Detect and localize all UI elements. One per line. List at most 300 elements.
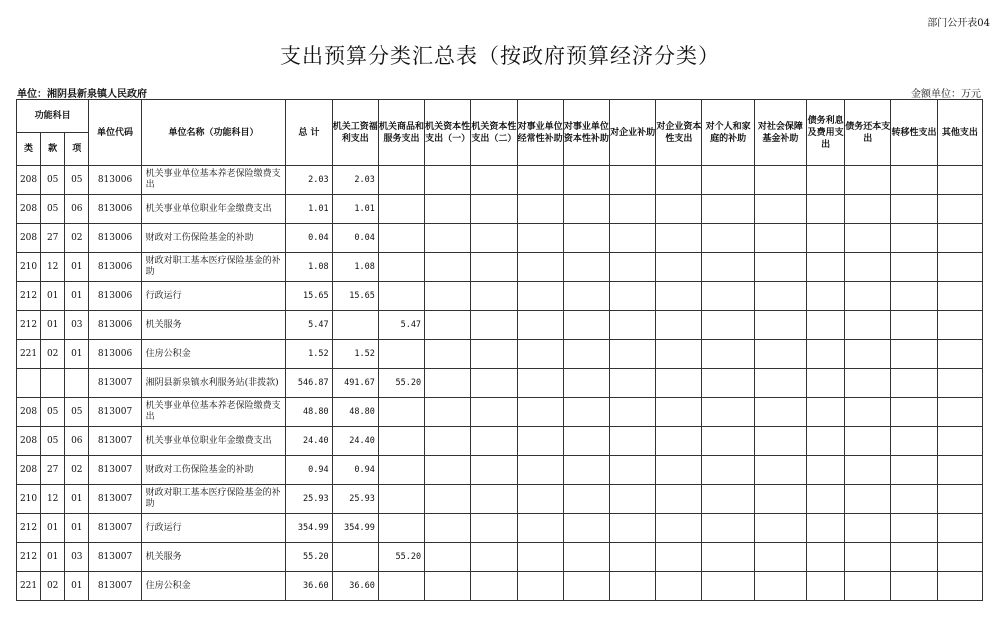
unit-code-cell: 813006 xyxy=(89,311,141,340)
empty-cell xyxy=(610,543,656,572)
unit-code-cell: 813006 xyxy=(89,340,141,369)
empty-cell xyxy=(610,340,656,369)
empty-cell xyxy=(807,369,845,398)
lei-cell: 212 xyxy=(17,311,41,340)
unit-code-cell: 813007 xyxy=(89,398,141,427)
kuan-cell: 05 xyxy=(41,427,65,456)
empty-cell xyxy=(610,398,656,427)
empty-cell xyxy=(702,485,754,514)
empty-cell xyxy=(471,572,517,601)
empty-cell xyxy=(937,543,982,572)
unit-code-cell: 813007 xyxy=(89,514,141,543)
empty-cell xyxy=(656,253,702,282)
empty-cell xyxy=(807,311,845,340)
empty-cell xyxy=(807,514,845,543)
empty-cell xyxy=(754,572,806,601)
empty-cell xyxy=(891,224,937,253)
unit-code-cell: 813006 xyxy=(89,166,141,195)
empty-cell xyxy=(610,282,656,311)
goods-cell xyxy=(378,485,424,514)
kuan-cell: 01 xyxy=(41,282,65,311)
empty-cell xyxy=(471,166,517,195)
total-cell: 354.99 xyxy=(286,514,332,543)
empty-cell xyxy=(471,427,517,456)
empty-cell xyxy=(563,398,609,427)
empty-cell xyxy=(807,427,845,456)
empty-cell xyxy=(610,195,656,224)
empty-cell xyxy=(937,514,982,543)
kuan-cell: 02 xyxy=(41,572,65,601)
unit-name-cell: 住房公积金 xyxy=(141,340,286,369)
empty-cell xyxy=(471,311,517,340)
unit-code-cell: 813007 xyxy=(89,456,141,485)
wages-cell xyxy=(332,543,378,572)
form-id: 部门公开表04 xyxy=(927,18,990,29)
empty-cell xyxy=(563,543,609,572)
wages-cell: 36.60 xyxy=(332,572,378,601)
empty-cell xyxy=(517,224,563,253)
empty-cell xyxy=(807,282,845,311)
empty-cell xyxy=(891,282,937,311)
empty-cell xyxy=(517,514,563,543)
empty-cell xyxy=(754,485,806,514)
xiang-cell: 01 xyxy=(65,485,89,514)
empty-cell xyxy=(845,253,891,282)
empty-cell xyxy=(517,543,563,572)
unit-code-cell: 813007 xyxy=(89,485,141,514)
empty-cell xyxy=(425,166,471,195)
empty-cell xyxy=(656,514,702,543)
empty-cell xyxy=(891,253,937,282)
empty-cell xyxy=(425,195,471,224)
empty-cell xyxy=(425,282,471,311)
empty-cell xyxy=(563,166,609,195)
xiang-cell: 03 xyxy=(65,311,89,340)
empty-cell xyxy=(891,166,937,195)
unit-name-cell: 财政对职工基本医疗保险基金的补助 xyxy=(141,485,286,514)
empty-cell xyxy=(517,369,563,398)
empty-cell xyxy=(937,427,982,456)
econ-header: 债务还本支出 xyxy=(845,100,891,166)
kuan-cell: 27 xyxy=(41,456,65,485)
lei-cell: 208 xyxy=(17,195,41,224)
empty-cell xyxy=(754,398,806,427)
econ-header: 机关商品和服务支出 xyxy=(378,100,424,166)
empty-cell xyxy=(517,485,563,514)
empty-cell xyxy=(471,282,517,311)
empty-cell xyxy=(891,311,937,340)
econ-header: 对社会保障基金补助 xyxy=(754,100,806,166)
empty-cell xyxy=(425,340,471,369)
table-row xyxy=(17,340,983,369)
empty-cell xyxy=(563,369,609,398)
empty-cell xyxy=(891,427,937,456)
wages-cell: 24.40 xyxy=(332,427,378,456)
empty-cell xyxy=(702,166,754,195)
unit-name-cell: 机关事业单位基本养老保险缴费支出 xyxy=(141,166,286,195)
empty-cell xyxy=(656,572,702,601)
empty-cell xyxy=(937,398,982,427)
empty-cell xyxy=(517,166,563,195)
kuan-cell xyxy=(41,369,65,398)
xiang-cell: 05 xyxy=(65,398,89,427)
econ-header: 对企业补助 xyxy=(610,100,656,166)
table-row xyxy=(17,369,983,398)
empty-cell xyxy=(517,572,563,601)
lei-cell: 221 xyxy=(17,572,41,601)
empty-cell xyxy=(517,253,563,282)
empty-cell xyxy=(656,282,702,311)
empty-cell xyxy=(807,456,845,485)
empty-cell xyxy=(845,166,891,195)
empty-cell xyxy=(845,427,891,456)
xiang-cell: 01 xyxy=(65,572,89,601)
empty-cell xyxy=(937,485,982,514)
empty-cell xyxy=(471,195,517,224)
empty-cell xyxy=(425,572,471,601)
empty-cell xyxy=(517,427,563,456)
unit-code-cell: 813007 xyxy=(89,427,141,456)
unit-name-cell: 住房公积金 xyxy=(141,572,286,601)
empty-cell xyxy=(702,311,754,340)
xiang-cell: 01 xyxy=(65,253,89,282)
empty-cell xyxy=(845,456,891,485)
goods-cell xyxy=(378,398,424,427)
goods-cell xyxy=(378,253,424,282)
empty-cell xyxy=(425,311,471,340)
empty-cell xyxy=(563,456,609,485)
empty-cell xyxy=(656,340,702,369)
goods-cell xyxy=(378,514,424,543)
econ-header: 对事业单位经常性补助 xyxy=(517,100,563,166)
empty-cell xyxy=(471,224,517,253)
total-cell: 55.20 xyxy=(286,543,332,572)
empty-cell xyxy=(517,456,563,485)
goods-cell: 5.47 xyxy=(378,311,424,340)
kuan-cell: 05 xyxy=(41,398,65,427)
empty-cell xyxy=(702,572,754,601)
xiang-cell: 03 xyxy=(65,543,89,572)
xiang-cell: 05 xyxy=(65,166,89,195)
wages-cell: 48.80 xyxy=(332,398,378,427)
xiang-cell: 01 xyxy=(65,514,89,543)
total-cell: 0.94 xyxy=(286,456,332,485)
empty-cell xyxy=(937,369,982,398)
empty-cell xyxy=(471,543,517,572)
empty-cell xyxy=(702,282,754,311)
empty-cell xyxy=(610,572,656,601)
empty-cell xyxy=(610,166,656,195)
total-cell: 1.01 xyxy=(286,195,332,224)
goods-cell xyxy=(378,572,424,601)
wages-cell: 1.08 xyxy=(332,253,378,282)
empty-cell xyxy=(563,311,609,340)
lei-cell: 210 xyxy=(17,485,41,514)
empty-cell xyxy=(845,282,891,311)
total-cell: 0.04 xyxy=(286,224,332,253)
empty-cell xyxy=(754,282,806,311)
unit-name-cell: 财政对工伤保险基金的补助 xyxy=(141,224,286,253)
page-title: 支出预算分类汇总表（按政府预算经济分类） xyxy=(280,44,720,68)
goods-cell: 55.20 xyxy=(378,543,424,572)
wages-cell: 491.67 xyxy=(332,369,378,398)
empty-cell xyxy=(563,572,609,601)
empty-cell xyxy=(702,369,754,398)
empty-cell xyxy=(425,427,471,456)
empty-cell xyxy=(563,427,609,456)
empty-cell xyxy=(754,369,806,398)
xiang-cell: 06 xyxy=(65,427,89,456)
empty-cell xyxy=(656,369,702,398)
unit-code-cell: 813007 xyxy=(89,543,141,572)
empty-cell xyxy=(702,224,754,253)
empty-cell xyxy=(610,456,656,485)
wages-cell: 0.04 xyxy=(332,224,378,253)
empty-cell xyxy=(845,398,891,427)
empty-cell xyxy=(517,340,563,369)
empty-cell xyxy=(891,398,937,427)
wages-cell: 1.52 xyxy=(332,340,378,369)
total-header: 总 计 xyxy=(286,100,332,166)
empty-cell xyxy=(754,166,806,195)
empty-cell xyxy=(702,543,754,572)
empty-cell xyxy=(656,485,702,514)
empty-cell xyxy=(807,224,845,253)
table-row xyxy=(17,398,983,427)
wages-cell: 2.03 xyxy=(332,166,378,195)
empty-cell xyxy=(563,340,609,369)
xiang-cell: 02 xyxy=(65,456,89,485)
empty-cell xyxy=(891,456,937,485)
empty-cell xyxy=(425,224,471,253)
empty-cell xyxy=(656,224,702,253)
kuan-cell: 01 xyxy=(41,514,65,543)
unit-name-cell: 机关事业单位职业年金缴费支出 xyxy=(141,427,286,456)
unit-code-cell: 813006 xyxy=(89,282,141,311)
empty-cell xyxy=(891,572,937,601)
empty-cell xyxy=(807,166,845,195)
total-cell: 48.80 xyxy=(286,398,332,427)
empty-cell xyxy=(807,572,845,601)
kuan-cell: 05 xyxy=(41,195,65,224)
empty-cell xyxy=(845,572,891,601)
empty-cell xyxy=(471,369,517,398)
empty-cell xyxy=(845,485,891,514)
empty-cell xyxy=(425,369,471,398)
wages-cell: 0.94 xyxy=(332,456,378,485)
empty-cell xyxy=(563,282,609,311)
unit-name-cell: 机关服务 xyxy=(141,311,286,340)
wages-cell: 354.99 xyxy=(332,514,378,543)
lei-cell: 208 xyxy=(17,224,41,253)
empty-cell xyxy=(891,340,937,369)
empty-cell xyxy=(807,195,845,224)
kuan-cell: 27 xyxy=(41,224,65,253)
empty-cell xyxy=(425,514,471,543)
kuan-cell: 05 xyxy=(41,166,65,195)
xiang-cell: 01 xyxy=(65,340,89,369)
econ-header: 机关资本性支出（一） xyxy=(425,100,471,166)
kuan-cell: 12 xyxy=(41,485,65,514)
empty-cell xyxy=(891,195,937,224)
empty-cell xyxy=(471,398,517,427)
econ-header: 机关工资福利支出 xyxy=(332,100,378,166)
empty-cell xyxy=(656,398,702,427)
empty-cell xyxy=(425,543,471,572)
lei-cell: 210 xyxy=(17,253,41,282)
unit-code-cell: 813007 xyxy=(89,369,141,398)
econ-header: 机关资本性支出（二） xyxy=(471,100,517,166)
empty-cell xyxy=(471,340,517,369)
empty-cell xyxy=(937,572,982,601)
empty-cell xyxy=(471,485,517,514)
lei-cell: 212 xyxy=(17,543,41,572)
table-body xyxy=(17,166,983,601)
empty-cell xyxy=(517,195,563,224)
wages-cell xyxy=(332,311,378,340)
empty-cell xyxy=(425,485,471,514)
total-cell: 36.60 xyxy=(286,572,332,601)
unit-code-cell: 813006 xyxy=(89,224,141,253)
empty-cell xyxy=(807,340,845,369)
empty-cell xyxy=(845,543,891,572)
empty-cell xyxy=(845,340,891,369)
total-cell: 2.03 xyxy=(286,166,332,195)
unit-name-cell: 财政对工伤保险基金的补助 xyxy=(141,456,286,485)
unit-name-cell: 湘阴县新泉镇水利服务站(非拨款) xyxy=(141,369,286,398)
empty-cell xyxy=(563,514,609,543)
empty-cell xyxy=(471,456,517,485)
table-row xyxy=(17,253,983,282)
econ-header: 转移性支出 xyxy=(891,100,937,166)
table-row xyxy=(17,456,983,485)
xiang-cell: 01 xyxy=(65,282,89,311)
unit-code-cell: 813007 xyxy=(89,572,141,601)
total-cell: 25.93 xyxy=(286,485,332,514)
amount-unit-label: 金额单位：万元 xyxy=(911,89,981,100)
wages-cell: 25.93 xyxy=(332,485,378,514)
table-row xyxy=(17,195,983,224)
empty-cell xyxy=(610,514,656,543)
lei-cell: 208 xyxy=(17,166,41,195)
empty-cell xyxy=(702,253,754,282)
econ-header: 其他支出 xyxy=(937,100,982,166)
goods-cell xyxy=(378,340,424,369)
lei-cell xyxy=(17,369,41,398)
unit-name-cell: 财政对职工基本医疗保险基金的补助 xyxy=(141,253,286,282)
total-cell: 24.40 xyxy=(286,427,332,456)
unit-name-cell: 机关服务 xyxy=(141,543,286,572)
empty-cell xyxy=(702,340,754,369)
table-row xyxy=(17,166,983,195)
empty-cell xyxy=(754,456,806,485)
total-cell: 15.65 xyxy=(286,282,332,311)
unit-name-cell: 行政运行 xyxy=(141,514,286,543)
empty-cell xyxy=(517,398,563,427)
empty-cell xyxy=(937,253,982,282)
goods-cell xyxy=(378,195,424,224)
table-row xyxy=(17,427,983,456)
lei-cell: 208 xyxy=(17,456,41,485)
empty-cell xyxy=(754,340,806,369)
empty-cell xyxy=(891,485,937,514)
empty-cell xyxy=(702,514,754,543)
budget-table xyxy=(16,99,983,601)
empty-cell xyxy=(610,253,656,282)
table-row xyxy=(17,311,983,340)
empty-cell xyxy=(845,369,891,398)
lei-cell: 221 xyxy=(17,340,41,369)
empty-cell xyxy=(891,369,937,398)
econ-header: 债务利息及费用支出 xyxy=(807,100,845,166)
table-row xyxy=(17,572,983,601)
goods-cell xyxy=(378,427,424,456)
table-row xyxy=(17,485,983,514)
kuan-cell: 01 xyxy=(41,543,65,572)
empty-cell xyxy=(754,253,806,282)
empty-cell xyxy=(610,485,656,514)
empty-cell xyxy=(563,485,609,514)
empty-cell xyxy=(754,543,806,572)
empty-cell xyxy=(563,224,609,253)
unit-name-cell: 机关事业单位基本养老保险缴费支出 xyxy=(141,398,286,427)
econ-header: 对事业单位资本性补助 xyxy=(563,100,609,166)
empty-cell xyxy=(471,253,517,282)
empty-cell xyxy=(610,224,656,253)
empty-cell xyxy=(937,195,982,224)
total-cell: 5.47 xyxy=(286,311,332,340)
unit-name-cell: 机关事业单位职业年金缴费支出 xyxy=(141,195,286,224)
empty-cell xyxy=(937,340,982,369)
table-row xyxy=(17,224,983,253)
total-cell: 1.52 xyxy=(286,340,332,369)
empty-cell xyxy=(702,398,754,427)
table-row xyxy=(17,282,983,311)
empty-cell xyxy=(656,456,702,485)
empty-cell xyxy=(610,311,656,340)
empty-cell xyxy=(845,195,891,224)
empty-cell xyxy=(563,195,609,224)
empty-cell xyxy=(754,224,806,253)
empty-cell xyxy=(754,427,806,456)
empty-cell xyxy=(807,398,845,427)
empty-cell xyxy=(702,456,754,485)
table-row xyxy=(17,543,983,572)
xiang-header: 项 xyxy=(65,133,89,166)
table-row xyxy=(17,514,983,543)
empty-cell xyxy=(425,253,471,282)
empty-cell xyxy=(807,543,845,572)
empty-cell xyxy=(937,456,982,485)
table-header xyxy=(17,100,983,166)
lei-cell: 208 xyxy=(17,427,41,456)
goods-cell: 55.20 xyxy=(378,369,424,398)
unit-label: 单位：湘阴县新泉镇人民政府 xyxy=(17,89,147,100)
function-subject-header: 功能科目 xyxy=(17,100,89,133)
empty-cell xyxy=(937,166,982,195)
goods-cell xyxy=(378,224,424,253)
empty-cell xyxy=(754,514,806,543)
goods-cell xyxy=(378,166,424,195)
goods-cell xyxy=(378,282,424,311)
empty-cell xyxy=(425,398,471,427)
empty-cell xyxy=(702,195,754,224)
econ-header: 对企业资本性支出 xyxy=(656,100,702,166)
lei-cell: 208 xyxy=(17,398,41,427)
unit-code-cell: 813006 xyxy=(89,253,141,282)
unit-code-header: 单位代码 xyxy=(89,100,141,166)
econ-header: 对个人和家庭的补助 xyxy=(702,100,754,166)
